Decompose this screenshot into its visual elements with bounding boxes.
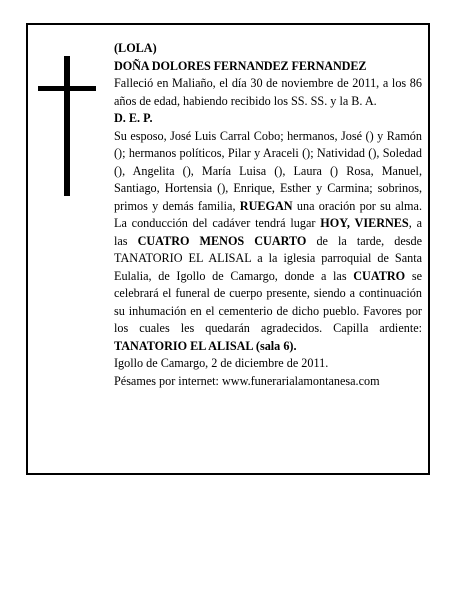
- funeral-time: CUATRO: [353, 268, 406, 283]
- dep-abbreviation: D. E. P.: [114, 111, 153, 125]
- cross-horizontal-bar: [38, 86, 96, 91]
- nickname: (LOLA): [114, 41, 157, 55]
- service-day: HOY, VIERNES: [320, 216, 409, 230]
- family-list: Su esposo, José Luis Carral Cobo; hermanos, José () y Ramón (); hermanos políticos, Pilar y Araceli (); Natividad (), Soledad (), Angelita (), María Luisa (), Laura () Rosa, Manuel, Santiago, Hortensia (), Enrique, Esther y Carmina; sobrinos, primos y demás familia,: [114, 128, 422, 213]
- funeral-text: se celebrará el funeral de cuerpo presente, siendo a continuación su inhumación en el cementerio de dicho pueblo. Favores por los cuales les quedarán agradecidos. Capilla ardiente:: [114, 268, 422, 335]
- family-paragraph: [114, 128, 422, 356]
- cross-vertical-bar: [64, 56, 70, 196]
- deceased-name: DOÑA DOLORES FERNANDEZ FERNANDEZ: [114, 58, 367, 73]
- ruegan-word: RUEGAN: [239, 198, 293, 213]
- obituary-text: [114, 40, 422, 390]
- latin-cross-icon: [38, 56, 96, 196]
- chapel-name: TANATORIO EL ALISAL (sala 6).: [114, 338, 297, 353]
- condolences-line: Pésames por internet: www.funerarialamontanesa.com: [114, 373, 380, 388]
- place-date: Igollo de Camargo, 2 de diciembre de 2011.: [114, 356, 329, 370]
- death-info: Falleció en Maliaño, el día 30 de noviembre de 2011, a los 86 años de edad, habiendo recibido los SS. SS. y la B. A.: [114, 76, 422, 108]
- from-text: de la tarde, desde TANATORIO EL ALISAL a la iglesia parroquial de Santa Eulalia, de Igollo de Camargo, donde a las: [114, 233, 422, 283]
- service-time: CUATRO MENOS CUARTO: [137, 233, 307, 248]
- at-text: , a las: [114, 216, 422, 248]
- prayer-text: una oración por su alma. La conducción del cadáver tendrá lugar: [114, 198, 422, 230]
